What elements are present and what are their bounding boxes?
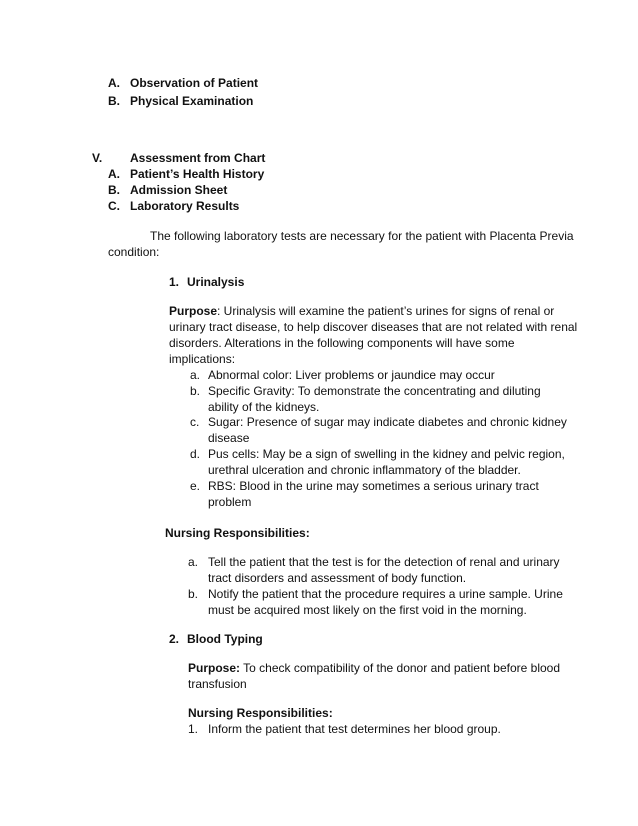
outline-item-observation bbox=[108, 75, 259, 91]
outline-text: Admission Sheet bbox=[130, 183, 228, 197]
outline-marker: C. bbox=[108, 199, 120, 213]
purpose-line bbox=[188, 660, 560, 676]
responsibility-item bbox=[188, 554, 560, 570]
outline-text: Physical Examination bbox=[130, 94, 254, 108]
list-text-continued: urethral ulceration and chronic inflammatory of the bladder. bbox=[208, 463, 521, 477]
list-text: Abnormal color: Liver problems or jaundice may occur bbox=[208, 368, 495, 382]
outline-item-health-history bbox=[108, 166, 265, 182]
implication-item-gravity bbox=[190, 383, 541, 399]
test-heading-blood-typing bbox=[169, 631, 263, 647]
list-text: Notify the patient that the procedure requires a urine sample. Urine bbox=[208, 587, 563, 601]
outline-marker: A. bbox=[108, 167, 120, 181]
list-marker: 1. bbox=[188, 722, 199, 736]
intro-line: condition: bbox=[108, 245, 160, 259]
outline-text: Observation of Patient bbox=[130, 76, 259, 90]
implication-item-sugar bbox=[190, 414, 567, 430]
test-heading-urinalysis bbox=[169, 274, 245, 290]
purpose-line: transfusion bbox=[188, 677, 247, 691]
test-marker: 2. bbox=[169, 632, 180, 646]
section-title: Assessment from Chart bbox=[130, 151, 266, 165]
purpose-line: urinary tract disease, to help discover diseases that are not related with renal bbox=[169, 320, 578, 334]
outline-text: Patient’s Health History bbox=[130, 167, 265, 181]
intro-line: The following laboratory tests are necessary for the patient with Placenta Previa bbox=[150, 229, 574, 243]
purpose-label: Purpose bbox=[169, 304, 218, 318]
test-marker: 1. bbox=[169, 275, 180, 289]
list-text-continued: tract disorders and assessment of body function. bbox=[208, 571, 467, 585]
outline-item-laboratory-results bbox=[108, 198, 240, 214]
list-text-continued: must be acquired most likely on the first void in the morning. bbox=[208, 603, 527, 617]
purpose-text: To check compatibility of the donor and patient before blood bbox=[240, 661, 561, 675]
implication-item-rbs bbox=[190, 478, 539, 494]
purpose-line: implications: bbox=[169, 352, 236, 366]
list-marker: d. bbox=[190, 447, 201, 461]
outline-text: Laboratory Results bbox=[130, 199, 240, 213]
list-text: Sugar: Presence of sugar may indicate diabetes and chronic kidney bbox=[208, 415, 567, 429]
list-text-continued: ability of the kidneys. bbox=[208, 400, 320, 414]
list-marker: a. bbox=[188, 555, 199, 569]
nursing-heading: Nursing Responsibilities: bbox=[188, 706, 333, 720]
list-marker: c. bbox=[190, 415, 200, 429]
list-marker: b. bbox=[190, 384, 201, 398]
outline-marker: B. bbox=[108, 183, 120, 197]
outline-marker: B. bbox=[108, 94, 120, 108]
test-title: Urinalysis bbox=[187, 275, 245, 289]
list-text: Specific Gravity: To demonstrate the concentrating and diluting bbox=[208, 384, 541, 398]
list-marker: e. bbox=[190, 479, 201, 493]
outline-item-admission-sheet bbox=[108, 182, 228, 198]
list-text: RBS: Blood in the urine may sometimes a serious urinary tract bbox=[208, 479, 539, 493]
list-text: Pus cells: May be a sign of swelling in the kidney and pelvic region, bbox=[208, 447, 565, 461]
list-text: Tell the patient that the test is for the detection of renal and urinary bbox=[208, 555, 560, 569]
purpose-line: disorders. Alterations in the following components will have some bbox=[169, 336, 515, 350]
outline-marker: A. bbox=[108, 76, 120, 90]
list-marker: a. bbox=[190, 368, 201, 382]
responsibility-item bbox=[188, 721, 501, 737]
purpose-line bbox=[169, 303, 554, 319]
purpose-text: : Urinalysis will examine the patient’s urines for signs of renal or bbox=[217, 304, 555, 318]
list-text-continued: problem bbox=[208, 495, 252, 509]
section-heading bbox=[92, 150, 266, 166]
implication-item-pus-cells bbox=[190, 446, 565, 462]
list-text: Inform the patient that test determines her blood group. bbox=[208, 722, 501, 736]
implication-item-color bbox=[190, 367, 495, 383]
purpose-label: Purpose: bbox=[188, 661, 241, 675]
list-text-continued: disease bbox=[208, 431, 250, 445]
list-marker: b. bbox=[188, 587, 199, 601]
nursing-heading: Nursing Responsibilities: bbox=[165, 526, 310, 540]
outline-item-physical-exam bbox=[108, 93, 254, 109]
responsibility-item bbox=[188, 586, 563, 602]
test-title: Blood Typing bbox=[187, 632, 263, 646]
section-marker: V. bbox=[92, 151, 103, 165]
